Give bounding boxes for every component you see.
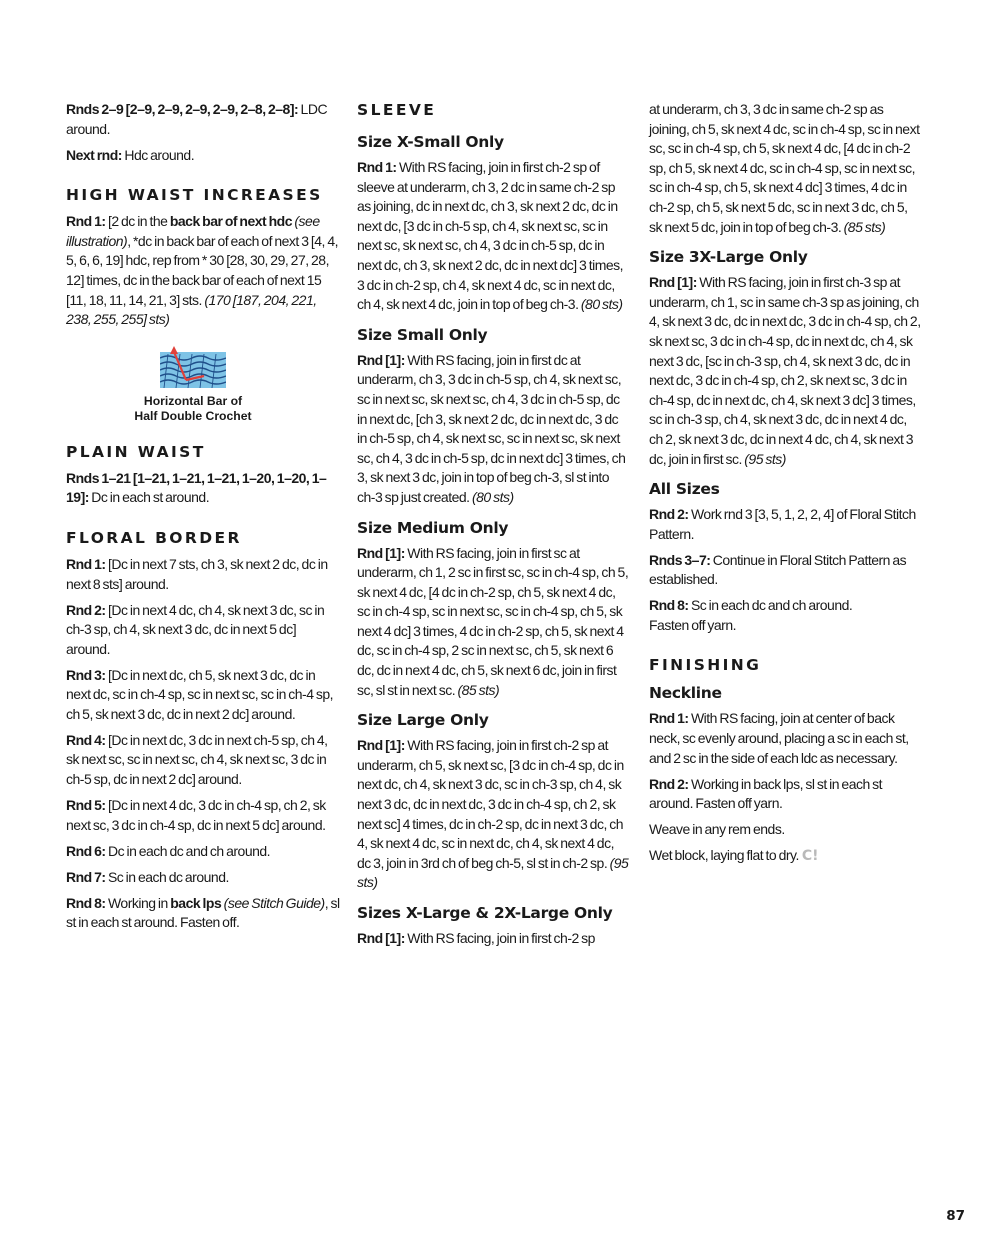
instruction-floral-rnd-3 [66,666,340,725]
stitch-count: (80 sts) [471,488,514,505]
round-text: Work rnd 3 [3, 5, 1, 2, 2, 4] of Floral Stitch Pattern. [649,506,916,542]
round-text: With RS facing, join at center of back neck, sc evenly around, placing a sc in each st, and 2 sc in the side of each ldc as necessary. [649,710,909,766]
round-text: With RS facing, join in first sc at underarm, ch 1, 2 sc in first sc, sc in ch-4 sp, ch 5, sk next 4 dc, [4 dc in ch-2 sp, ch 5, sk next 4 dc, sc in ch-4 sp, sc in next sc, sc in ch-4 sp, ch 5, sk next 4 dc] 3 times, 4 dc in ch-2 sp, ch 5, sk next 4 dc, sc in ch-4 sp, 2 sc in next sc, ch 5, sk next 6 dc, dc in next 4 dc, ch 5, sk next 6 dc, join in first sc, sl st in next sc. [357,544,629,698]
figure-caption [56,394,330,424]
round-text: Sc in each dc and ch around. [688,597,853,614]
instruction-floral-rnd-1 [66,555,340,594]
subsection-title-all-sizes: All Sizes [649,480,720,499]
round-label: Rnd 1: [357,159,397,175]
round-label: Rnd 4: [66,731,106,748]
instruction-plain-waist [66,469,340,508]
round-text: Fasten off yarn. [649,616,737,633]
subsection-title-large: Size Large Only [357,711,489,730]
subsection-title-medium: Size Medium Only [357,518,509,537]
subsection-title-xl-2xl: Sizes X-Large & 2X-Large Only [357,904,613,922]
stitch-count: (85 sts) [457,681,500,698]
round-label: Rnd 8: [66,894,106,911]
instruction-wet-block [649,846,921,867]
round-label: Rnd 5: [66,797,106,814]
instruction-floral-rnd-6 [66,842,340,862]
round-label: Rnd 1: [66,213,106,230]
round-label: Rnds 1–21 [1–21, 1–21, 1–21, 1–20, 1–20, 1–19]: [66,469,327,506]
instruction-all-rnd-2 [649,505,921,544]
page-number: 87 [946,1208,965,1224]
section-title-finishing: FINISHING [649,656,762,675]
instruction-xs-rnd-1 [357,158,629,315]
round-label: Rnd 8: [649,597,689,614]
section-title-floral-border: FLORAL BORDER [66,528,242,547]
round-text: [Dc in next 4 dc, 3 dc in ch-4 sp, ch 2, sk next sc, 3 dc in ch-4 sp, dc in next 5 dc] around. [66,797,326,833]
instruction-3xl-rnd-1 [649,273,921,469]
instruction-all-rnds-3-7 [649,551,921,590]
caption-line: Horizontal Bar of [143,393,243,408]
hdc-illustration-figure [66,346,340,424]
section-title-sleeve: SLEEVE [357,101,437,119]
round-label: Rnds 2–9 [2–9, 2–9, 2–9, 2–9, 2–8, 2–8]: [66,101,299,117]
round-text: [Dc in next dc, ch 5, sk next 3 dc, dc in next dc, sc in ch-4 sp, sc in next sc, sc in ch-4 sp, ch 5, sk next 3 dc, dc in next 2 dc] around. [66,666,334,722]
round-label: Rnd 1: [649,710,689,727]
round-text: at underarm, ch 3, 3 dc in same ch-2 sp as joining, ch 5, sk next 4 dc, sc in ch-4 sp, sc in next sc, sc in ch-4 sp, ch 5, sk next 4 dc, [4 dc in ch-2 sp, ch 5, sk next 4 dc, sc in ch-4 sp, sc in next sc, sc in ch-4 sp, ch 5, sk next 4 dc] 3 times, 4 dc in ch-2 sp, ch 5, sk next 5 dc, sc in next 3 dc, ch 5, sk next 5 dc, join in top of beg ch-3. [649,101,920,235]
subsection-title-small: Size Small Only [357,325,488,344]
subsection-title-xs: Size X-Small Only [357,133,504,151]
instruction-all-rnd-8 [649,596,921,635]
round-label: Rnd 2: [649,775,689,792]
round-text: Wet block, laying flat to dry. [649,847,799,864]
column-middle [357,100,629,955]
round-text: Continue in Floral Stitch Pattern as established. [649,551,907,588]
instruction-neckline-rnd-2 [649,775,921,814]
round-text: With RS facing, join in first ch-2 sp of sleeve at underarm, ch 3, 2 dc in same ch-2 sp as joining, dc in next dc, ch 3, sk next 2 dc, dc in next dc, [3 dc in ch-5 sp, ch 4, sk next sc, sc in next sc, sk next sc, ch 4, 3 dc in ch-5 sp, dc in next dc, ch 3, sk next 2 dc, dc in next dc] 3 times, 3 dc in ch-2 sp, ch 4, sk next 4 dc, sc in next dc, ch 4, sk next 4 dc, join in top of beg ch-3. [357,159,624,313]
round-text: Dc in each dc and ch around. [105,842,271,859]
instruction-high-waist-rnd-1 [66,212,340,330]
round-label: Rnd 6: [66,842,106,859]
round-label: Next rnd: [66,146,122,163]
round-label: Rnd [1]: [357,351,405,368]
instruction-floral-rnd-5 [66,796,340,835]
round-label: Rnd 1: [66,555,106,572]
instruction-xl-rnd-1-continued [649,100,921,237]
round-label: Rnd 2: [66,601,106,618]
round-text: , sl st in each st around. Fasten off. [66,894,340,931]
instruction-xl-rnd-1 [357,929,629,949]
round-text: [Dc in next 4 dc, ch 4, sk next 3 dc, sc in ch-3 sp, ch 4, sk next 3 dc, dc in next 5 dc] around. [66,601,325,657]
round-label: Rnd [1]: [357,930,405,946]
round-text: With RS facing, join in first ch-2 sp [404,930,595,946]
instruction-floral-rnd-2 [66,601,340,660]
instruction-weave-ends: Weave in any rem ends. [649,821,785,838]
emphasis-text: back bar of next hdc [169,213,292,230]
round-label: Rnds 3–7: [649,551,711,568]
round-label: Rnd [1]: [649,274,697,291]
round-text: [2 dc in the [105,213,170,230]
caption-line: Half Double Crochet [134,408,252,423]
stitch-guide-reference: (see Stitch Guide) [221,894,325,911]
emphasis-text: back lps [170,894,222,911]
column-left [66,100,340,939]
section-title-plain-waist: PLAIN WAIST [66,442,206,461]
instruction-floral-rnd-7 [66,868,340,888]
column-right [649,100,921,873]
instruction-rnds-2-9 [66,100,340,139]
subsection-title-3xl: Size 3X-Large Only [649,248,808,267]
instruction-medium-rnd-1 [357,544,629,701]
round-text: Dc in each st around. [88,489,210,506]
instruction-neckline-rnd-1 [649,709,921,768]
instruction-small-rnd-1 [357,351,629,508]
round-text: Hdc around. [121,146,195,163]
round-text: With RS facing, join in first ch-2 sp at underarm, ch 5, sk next sc, [3 dc in ch-4 sp, dc in next dc, ch 4, sk next 3 dc, sc in ch-3 sp, ch 4, sk next 3 dc, dc in next dc, 3 dc in ch-4 sp, ch 2, sk next sc] 4 times, dc in ch-2 sp, dc in next 3 dc, ch 4, sk next 4 dc, sc in next dc, ch 4, sk next 4 dc, dc 3, join in 3rd ch of beg ch-5, sl st in ch-2 sp. [357,737,624,871]
instruction-next-rnd [66,146,340,166]
round-text: With RS facing, join in first dc at underarm, ch 3, 3 dc in ch-5 sp, ch 4, sk next sc, sc in next sc, sk next sc, ch 4, 3 dc in ch-5 sp, dc in next dc, [ch 3, sk next 2 dc, dc in next dc, 3 dc in ch-5 sp, ch 4, sk next sc, sc in next sc, sk next sc, ch 4, 3 dc in ch-5 sp, dc in next dc] 3 times, ch 3, sk next 3 dc, join in top of beg ch-3, sl st into ch-3 sp just created. [357,351,626,505]
round-text: , *dc in back bar of each of next 3 [4, 4, 5, 6, 6, 19] hdc, rep from * 30 [28, 30, 29, 27, 28, 12] times, dc in the back bar of each of next 15 [11, 18, 11, 14, 21, 3] sts. [66,232,339,308]
round-label: Rnd 2: [649,506,689,523]
instruction-floral-rnd-8 [66,894,340,933]
round-text: Working in back lps, sl st in each st around. Fasten off yarn. [649,775,883,812]
round-label: Rnd 7: [66,868,106,885]
round-text: LDC around. [66,101,328,137]
round-text: [Dc in next 7 sts, ch 3, sk next 2 dc, dc in next 8 sts] around. [66,555,328,592]
stitch-count: (95 sts) [357,854,629,891]
stitch-count: (170 [187, 204, 221, 238, 255, 255] sts) [66,291,317,328]
half-double-crochet-bar-illustration [160,346,226,388]
round-label: Rnd [1]: [357,737,405,754]
round-label: Rnd 3: [66,666,106,683]
instruction-floral-rnd-4 [66,731,340,790]
round-text: With RS facing, join in first ch-3 sp at underarm, ch 1, sc in same ch-3 sp as joining, ch 4, sk next 3 dc, dc in next dc, 3 dc in ch-4 sp, ch 2, sk next sc, 3 dc in ch-4 sp, dc in next dc, ch 4, sk next 3 dc, [sc in ch-3 sp, ch 4, sk next 3 dc, dc in next dc, 3 dc in ch-4 sp, ch 2, sk next sc, 3 dc in ch-4 sp, dc in next dc, ch 4, sk next 3 dc] 3 times, sc in ch-3 sp, ch 4, sk next 3 dc, dc in next 4 dc, ch 2, sk next 3 dc, dc in next 4 dc, ch 4, sk next 3 dc, join in first sc. [649,274,921,467]
subsection-title-neckline: Neckline [649,684,722,703]
round-text: Sc in each dc around. [105,868,229,885]
crochet-logo-icon: C! [801,848,819,865]
round-label: Rnd [1]: [357,544,405,561]
section-title-high-waist: HIGH WAIST INCREASES [66,186,323,205]
stitch-count: (80 sts) [580,296,623,313]
illustration-reference: (see illustration) [66,213,320,249]
round-text: Working in [105,894,171,911]
instruction-large-rnd-1 [357,736,629,893]
stitch-count: (95 sts) [744,450,786,467]
stitch-count: (85 sts) [843,218,886,235]
round-text: [Dc in next dc, 3 dc in next ch-5 sp, ch 4, sk next sc, sc in next sc, ch 4, sk next sc, 3 dc in ch-5 sp, dc in next 2 dc] around. [66,731,328,788]
